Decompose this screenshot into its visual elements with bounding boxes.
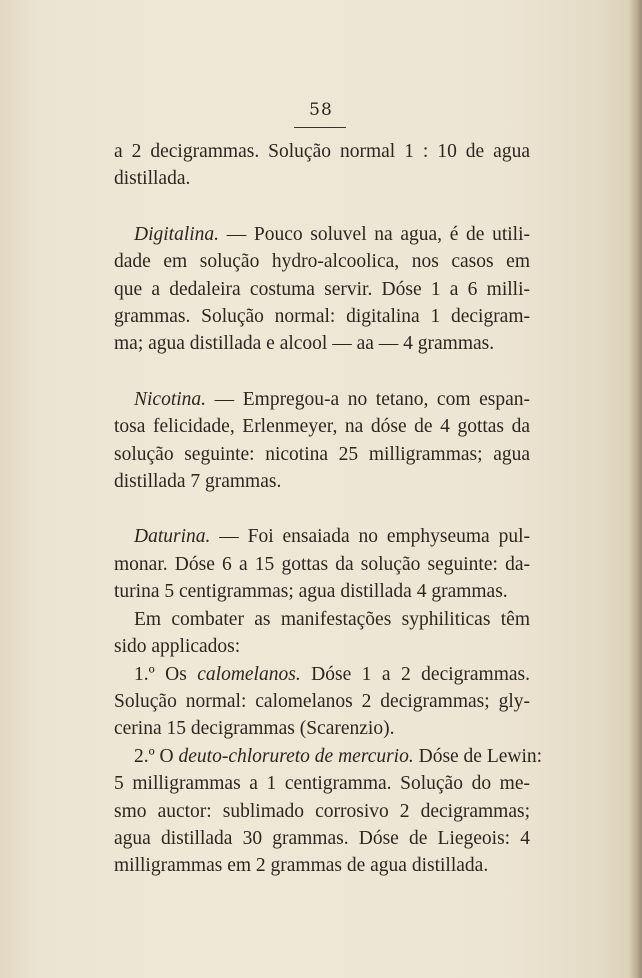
text-line: sido applicados: xyxy=(114,636,241,658)
text-line: 2.º O deuto-chlorureto de mercurio. Dóse de Lewin: xyxy=(134,745,543,767)
text-line: ma; agua distillada e alcool — aa — 4 grammas. xyxy=(114,333,495,355)
text-line: tosa felicidade, Erlenmeyer, na dóse de 4 gottas da xyxy=(114,416,530,438)
text-line: solução seguinte: nicotina 25 milligrammas; agua xyxy=(114,443,530,465)
lead-term: Daturina. xyxy=(134,526,211,548)
text-line: cerina 15 decigrammas (Scarenzio). xyxy=(114,718,395,740)
paragraph-intro xyxy=(114,138,530,193)
lead-term: Nicotina. xyxy=(134,388,207,410)
paragraph-item2 xyxy=(114,743,543,880)
italic-term: deuto-chlorureto de mercurio. xyxy=(178,745,414,767)
text-line: monar. Dóse 6 a 15 gottas da solução seguinte: da- xyxy=(114,553,530,575)
text-line: Nicotina. — Empregou-a no tetano, com espan- xyxy=(134,388,530,410)
text-line: turina 5 centigrammas; agua distillada 4 grammas. xyxy=(114,581,508,603)
italic-term: calomelanos. xyxy=(197,663,301,685)
text-line: 5 milligrammas a 1 centigramma. Solução do me- xyxy=(114,773,530,795)
text-line: 1.º Os calomelanos. Dóse 1 a 2 decigrammas. xyxy=(134,663,531,685)
text-line: distillada. xyxy=(114,168,191,190)
header-rule xyxy=(294,127,346,128)
paragraph-gap xyxy=(114,193,530,221)
text-line: Solução normal: calomelanos 2 decigrammas; gly- xyxy=(114,690,530,712)
text-line: a 2 decigrammas. Solução normal 1 : 10 de agua xyxy=(114,141,530,162)
text-line: agua distillada 30 grammas. Dóse de Liegeois: 4 xyxy=(114,827,530,849)
text-line: grammas. Solução normal: digitalina 1 decigram- xyxy=(114,306,530,328)
paragraph-daturina xyxy=(114,523,530,605)
lead-term: Digitalina. xyxy=(134,223,220,245)
paragraph-digitalina xyxy=(114,221,530,358)
text-line: dade em solução hydro-alcoolica, nos casos em xyxy=(114,251,530,273)
text-line: Daturina. — Foi ensaiada no emphyseuma pul- xyxy=(134,526,530,548)
page-number: 58 xyxy=(309,100,333,120)
paragraph-combater xyxy=(114,606,530,661)
body-text xyxy=(114,138,543,880)
paragraph-gap xyxy=(114,495,530,523)
text-line: Em combater as manifestações syphiliticas têm xyxy=(134,608,530,630)
paragraph-gap xyxy=(114,358,530,386)
text-line: smo auctor: sublimado corrosivo 2 decigrammas; xyxy=(114,800,530,822)
page-edge-shadow xyxy=(628,0,642,978)
text-line: milligrammas em 2 grammas de agua distillada. xyxy=(114,855,489,877)
paragraph-item1 xyxy=(114,661,530,743)
text-line: que a dedaleira costuma servir. Dóse 1 a 6 milli- xyxy=(114,278,530,300)
text-line: Digitalina. — Pouco soluvel na agua, é de utili- xyxy=(134,223,530,245)
text-line: distillada 7 grammas. xyxy=(114,471,282,493)
paragraph-nicotina xyxy=(114,386,530,496)
